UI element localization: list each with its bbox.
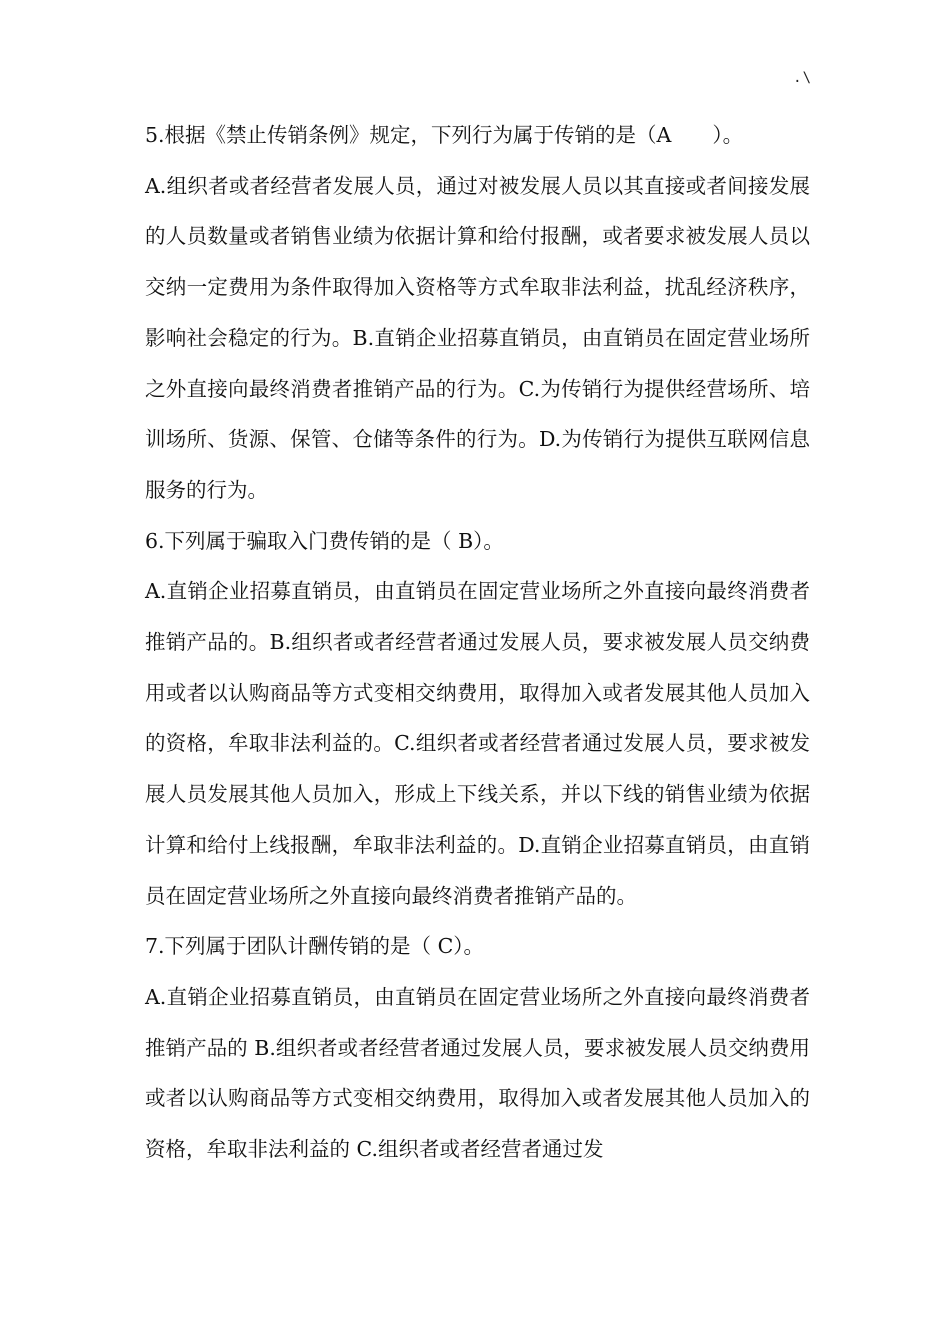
document-body — [145, 110, 810, 1175]
question-5-stem: 5.根据《禁止传销条例》规定，下列行为属于传销的是（A ）。 — [145, 123, 744, 147]
corner-mark: .\ — [793, 70, 812, 86]
question-5-options: A.组织者或者经营者发展人员，通过对被发展人员以其直接或者间接发展的人员数量或者销售业绩为依据计算和给付报酬，或者要求被发展人员以交纳一定费用为条件取得加入资格等方式牟取非法利益，扰乱经济秩序，影响社会稳定的行为。B.直销企业招募直销员，由直销员在固定营业场所之外直接向最终消费者推销产品的行为。C.为传销行为提供经营场所、培训场所、货源、保管、仓储等条件的行为。D.为传销行为提供互联网信息服务的行为。 — [145, 173, 810, 502]
question-6-options: A.直销企业招募直销员，由直销员在固定营业场所之外直接向最终消费者推销产品的。B.组织者或者经营者通过发展人员，要求被发展人员交纳费用或者以认购商品等方式变相交纳费用，取得加入或者发展其他人员加入的资格，牟取非法利益的。C.组织者或者经营者通过发展人员，要求被发展人员发展其他人员加入，形成上下线关系，并以下线的销售业绩为依据计算和给付上线报酬，牟取非法利益的。D.直销企业招募直销员，由直销员在固定营业场所之外直接向最终消费者推销产品的。 — [145, 579, 810, 908]
question-7-options: A.直销企业招募直销员，由直销员在固定营业场所之外直接向最终消费者推销产品的 B.组织者或者经营者通过发展人员，要求被发展人员交纳费用或者以认购商品等方式变相交纳费用，取得加入或者发展其他人员加入的资格，牟取非法利益的 C.组织者或者经营者通过发 — [145, 984, 810, 1162]
question-7-stem: 7.下列属于团队计酬传销的是（ C）。 — [145, 934, 485, 959]
question-6-stem: 6.下列属于骗取入门费传销的是（ B）。 — [145, 528, 504, 553]
